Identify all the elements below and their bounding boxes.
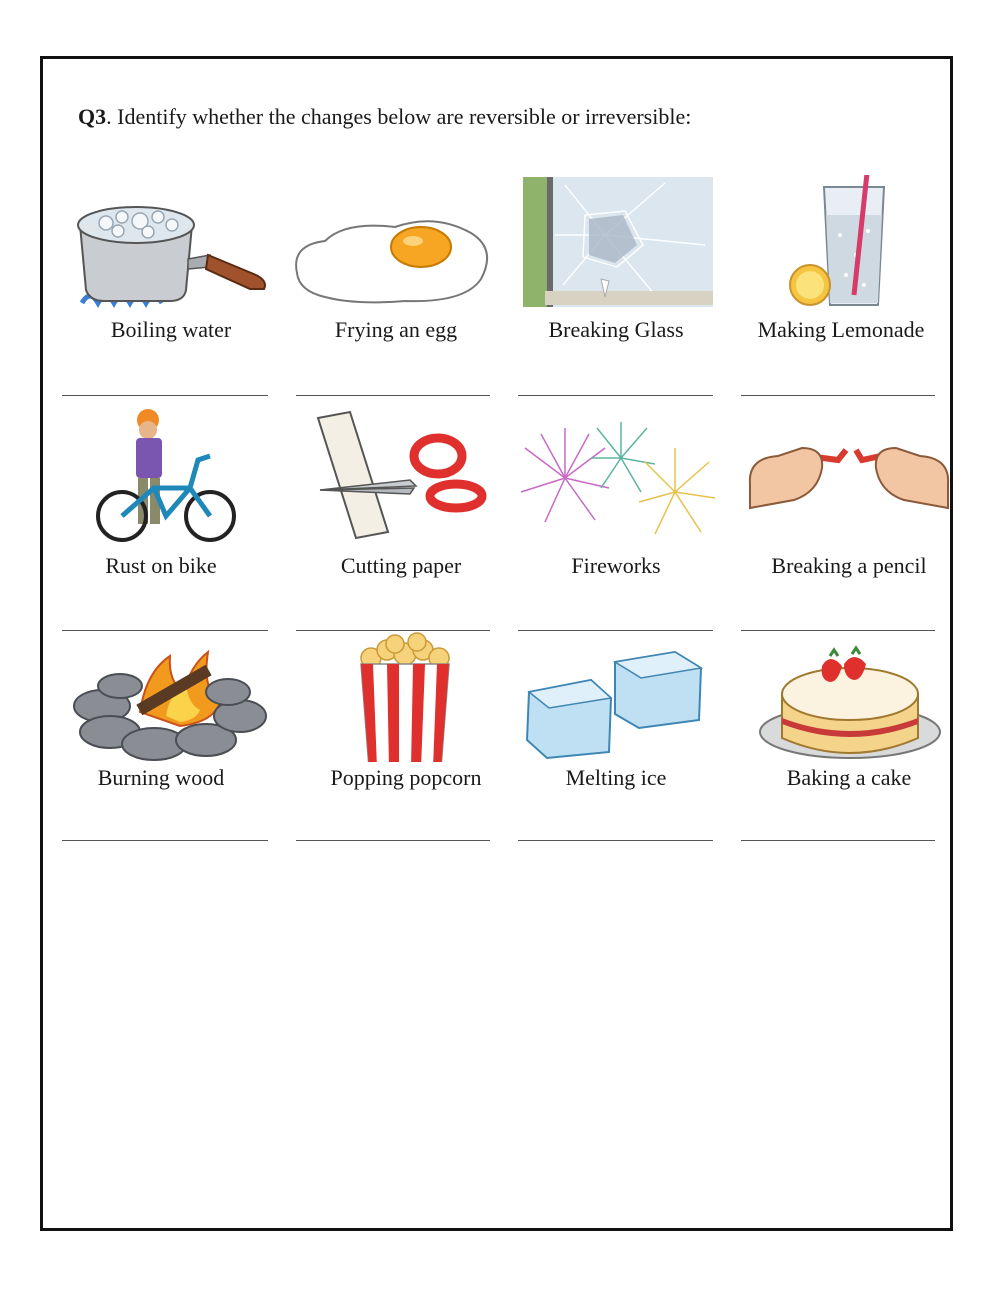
cake-icon [738,622,960,762]
ice-cubes-icon [505,622,727,762]
hands-breaking-pencil-icon [738,408,960,548]
answer-blank[interactable] [518,395,713,396]
item-label: Boiling water [110,317,232,342]
item-label: Cutting paper [340,553,462,578]
scissors-cutting-paper-icon [290,408,512,548]
item-label: Popping popcorn [330,765,482,790]
fireworks-icon [505,408,727,548]
item-label: Fireworks [571,553,661,578]
broken-window-icon [505,175,727,315]
campfire-icon [50,622,272,762]
item-label: Breaking a pencil [771,553,927,578]
popcorn-box-icon [295,622,517,762]
question-heading [78,104,691,130]
answer-blank[interactable] [741,840,935,841]
question-number: Q3 [78,104,107,129]
answer-blank[interactable] [62,840,268,841]
question-text: . Identify whether the changes below are reversible or irreversible: [106,104,692,129]
lemonade-glass-icon [730,175,952,315]
boy-with-bike-icon [50,408,272,548]
item-label: Rust on bike [105,553,217,578]
item-label: Breaking Glass [548,317,684,342]
fried-egg-icon [285,175,507,315]
item-label: Burning wood [97,765,225,790]
boiling-pot-icon [60,175,282,315]
answer-blank[interactable] [296,395,490,396]
answer-blank[interactable] [296,840,490,841]
item-label: Frying an egg [334,317,458,342]
item-label: Making Lemonade [757,317,925,342]
answer-blank[interactable] [518,840,713,841]
answer-blank[interactable] [741,395,935,396]
item-label: Melting ice [565,765,667,790]
item-label: Baking a cake [786,765,912,790]
answer-blank[interactable] [62,395,268,396]
